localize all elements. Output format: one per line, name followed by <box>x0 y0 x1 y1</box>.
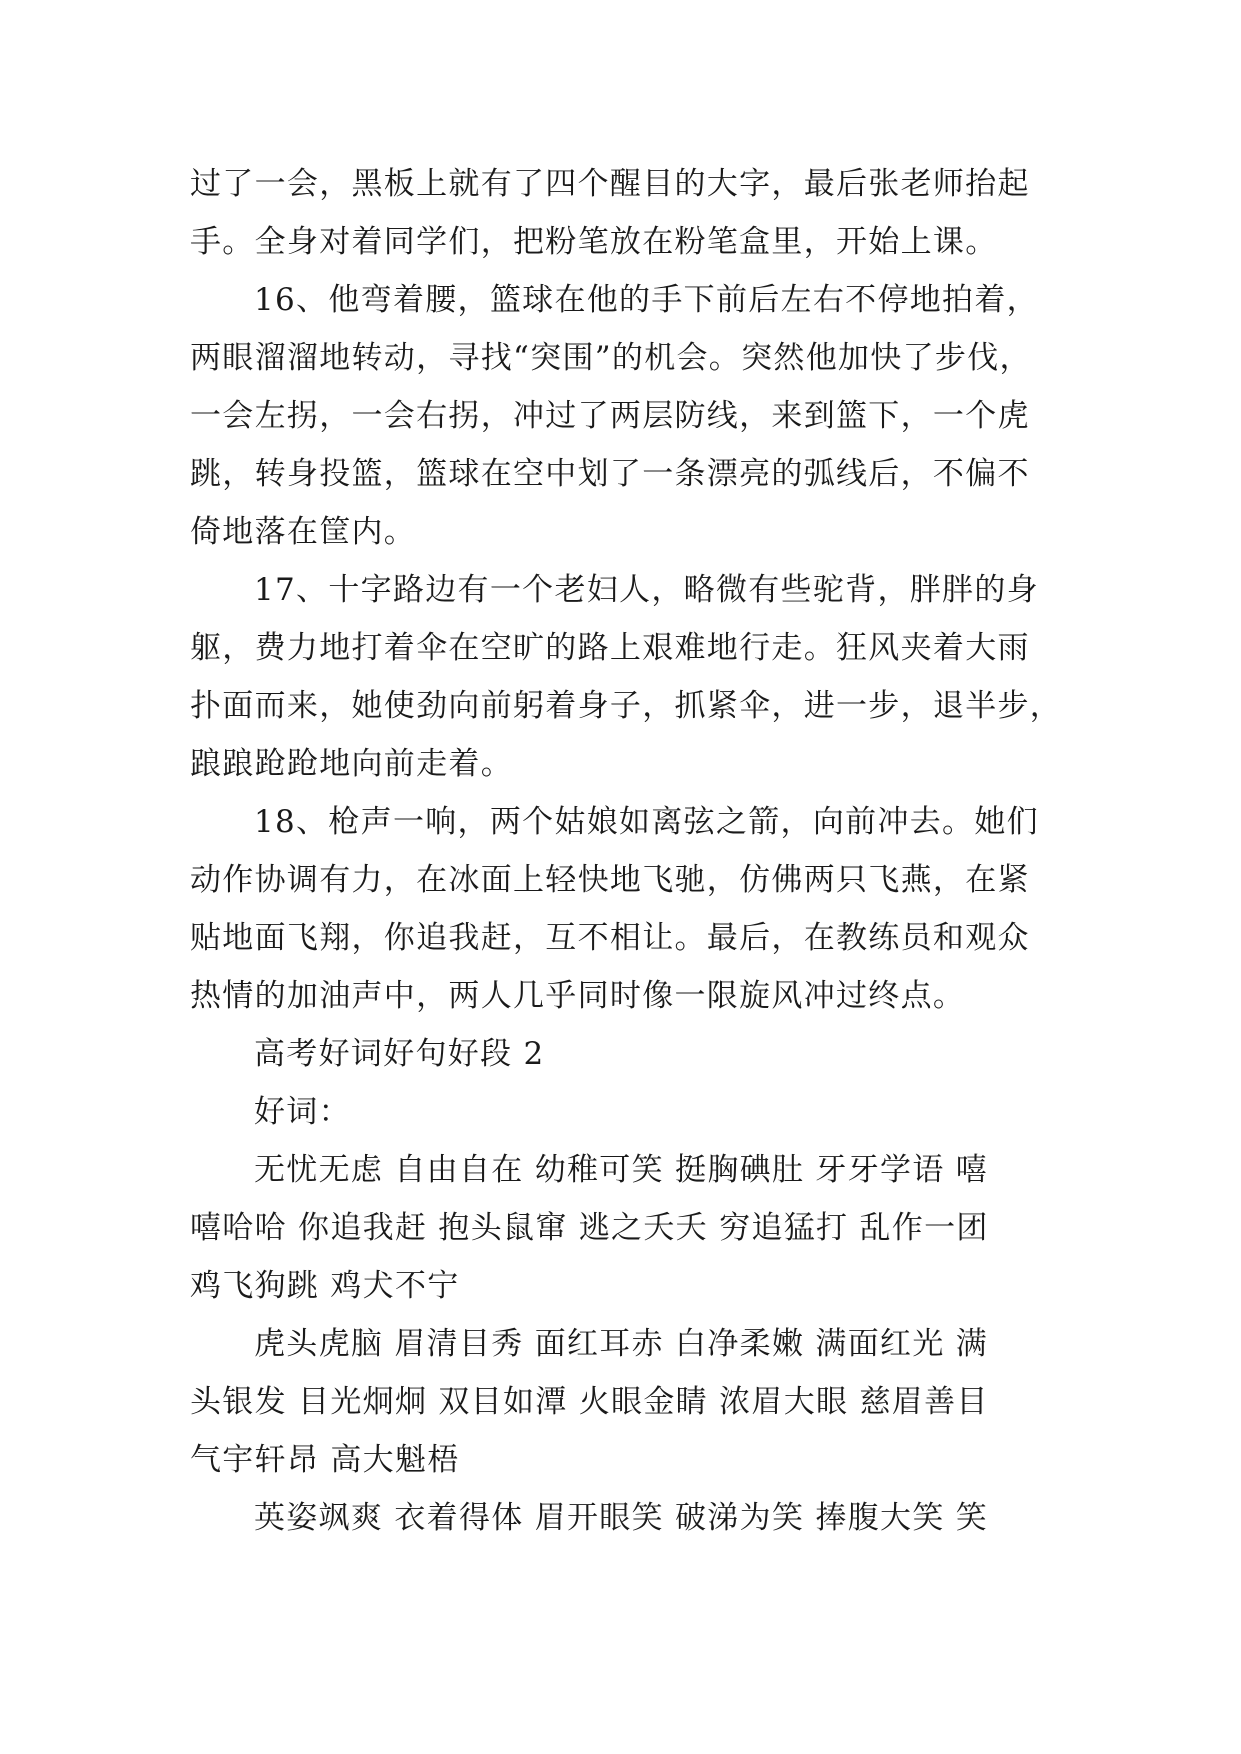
word-list-line: 英姿飒爽 衣着得体 眉开眼笑 破涕为笑 捧腹大笑 笑 <box>254 1500 989 1536</box>
section-heading: 高考好词好句好段 2 <box>254 1036 545 1072</box>
paragraph-line: 两眼溜溜地转动，寻找“突围”的机会。突然他加快了步伐， <box>190 340 1032 376</box>
paragraph-line: 过了一会，黑板上就有了四个醒目的大字，最后张老师抬起 <box>190 166 1030 202</box>
word-list-line: 虎头虎脑 眉清目秀 面红耳赤 白净柔嫩 满面红光 满 <box>254 1326 989 1362</box>
word-list-line: 无忧无虑 自由自在 幼稚可笑 挺胸碘肚 牙牙学语 嘻 <box>254 1152 989 1188</box>
word-list-line: 嘻哈哈 你追我赶 抱头鼠窜 逃之夭夭 穷追猛打 乱作一团 <box>190 1210 989 1246</box>
paragraph-line: 动作协调有力，在冰面上轻快地飞驰，仿佛两只飞燕，在紧 <box>190 862 1030 898</box>
word-list-line: 鸡飞狗跳 鸡犬不宁 <box>190 1268 460 1304</box>
paragraph-line: 跳，转身投篮，篮球在空中划了一条漂亮的弧线后，不偏不 <box>190 456 1030 492</box>
paragraph-line: 热情的加油声中，两人几乎同时像一限旋风冲过终点。 <box>190 978 966 1014</box>
paragraph-line: 16、他弯着腰，篮球在他的手下前后左右不停地拍着， <box>254 282 1039 318</box>
paragraph-line: 躯，费力地打着伞在空旷的路上艰难地行走。狂风夹着大雨 <box>190 630 1030 666</box>
document-body <box>190 155 1063 1547</box>
subsection-label: 好词： <box>254 1094 351 1130</box>
paragraph-line: 踉踉跄跄地向前走着。 <box>190 746 513 782</box>
paragraph-line: 手。全身对着同学们，把粉笔放在粉笔盒里，开始上课。 <box>190 224 998 260</box>
paragraph-line: 倚地落在筐内。 <box>190 514 417 550</box>
paragraph-line: 贴地面飞翔，你追我赶，互不相让。最后，在教练员和观众 <box>190 920 1030 956</box>
paragraph-line: 17、十字路边有一个老妇人，略微有些驼背，胖胖的身 <box>254 572 1039 608</box>
word-list-line: 头银发 目光炯炯 双目如潭 火眼金睛 浓眉大眼 慈眉善目 <box>190 1384 989 1420</box>
paragraph-line: 扑面而来，她使劲向前躬着身子，抓紧伞，进一步，退半步， <box>190 688 1063 724</box>
paragraph-line: 18、枪声一响，两个姑娘如离弦之箭，向前冲去。她们 <box>254 804 1039 840</box>
paragraph-line: 一会左拐，一会右拐，冲过了两层防线，来到篮下，一个虎 <box>190 398 1030 434</box>
word-list-line: 气宇轩昂 高大魁梧 <box>190 1442 460 1478</box>
